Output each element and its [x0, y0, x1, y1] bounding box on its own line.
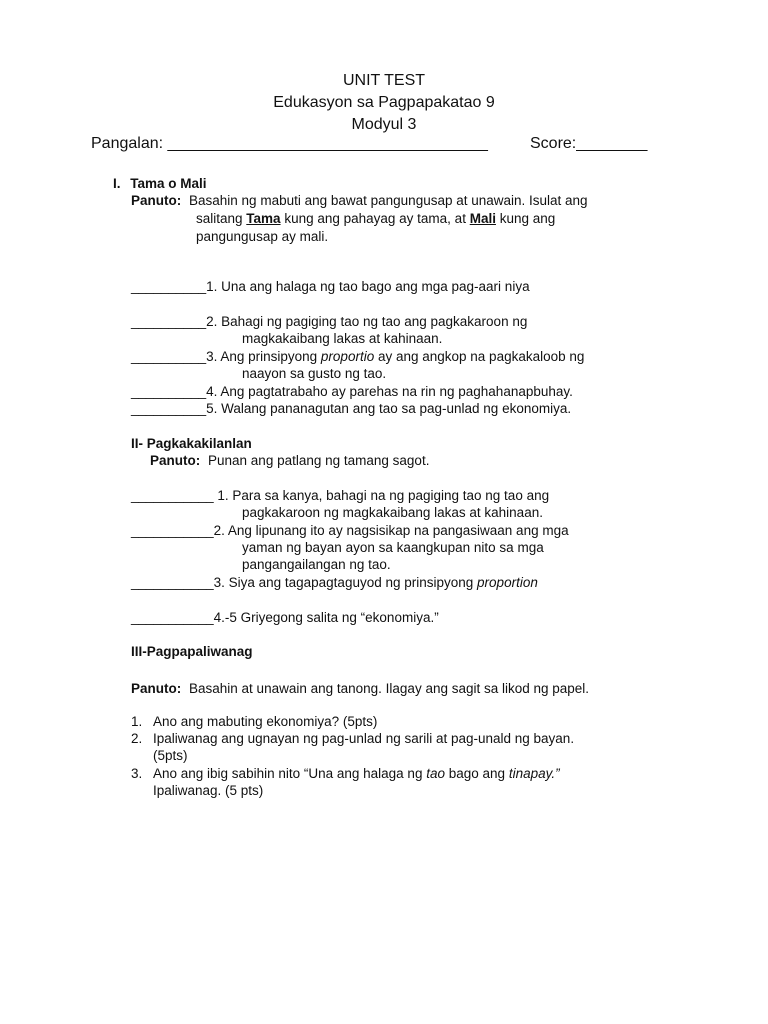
- part3-instr-text: Basahin at unawain ang tanong. Ilagay ang sagit sa likod ng papel.: [189, 681, 590, 696]
- part2-item-2: ___________2. Ang lipunang ito ay nagsisikap na pangasiwaan ang mga: [131, 523, 569, 538]
- part2-item-4: ___________4.-5 Griyegong salita ng “ekonomiya.”: [131, 610, 439, 625]
- part1-heading: [113, 175, 207, 192]
- part3-q2: Ipaliwanag ang ugnayan ng pag-unlad ng sarili at pag-unald ng bayan.: [153, 731, 575, 746]
- part1-number: I.: [113, 176, 121, 191]
- part3-title: III-Pagpapaliwanag: [131, 644, 253, 659]
- part3-panuto-label: Panuto:: [131, 681, 182, 696]
- italic-term: proportio: [320, 349, 375, 364]
- part1-instruction-line1: [131, 192, 588, 209]
- part2-item-3: [131, 574, 538, 591]
- part3-heading: [131, 643, 253, 660]
- part1-panuto-label: Panuto:: [131, 193, 182, 208]
- item-text: ___________3. Siya ang tagapagtaguyod ng prinsipyong: [131, 575, 478, 590]
- module-title: Modyul 3: [351, 116, 417, 133]
- part2-panuto-label: Panuto:: [150, 453, 201, 468]
- part3-q3-cont: Ipaliwanag. (5 pts): [153, 783, 264, 798]
- part3-q2-cont: (5pts): [153, 748, 188, 763]
- part1-item-2: __________2. Bahagi ng pagiging tao ng tao ang pagkakaroon ng: [131, 314, 528, 329]
- part1-instr-text1: Basahin ng mabuti ang bawat pangungusap at unawain. Isulat ang: [189, 193, 588, 208]
- part2-instr-text: Punan ang patlang ng tamang sagot.: [208, 453, 430, 468]
- part3-q3: [153, 765, 560, 782]
- q3-text: Ano ang ibig sabihin nito “Una ang halaga ng: [153, 766, 427, 781]
- part1-instruction-line3: pangungusap ay mali.: [196, 229, 329, 244]
- part1-item-3: [131, 348, 584, 365]
- part1-title: Tama o Mali: [130, 176, 207, 191]
- part3-q1-number: 1.: [131, 714, 143, 729]
- part3-instruction: [131, 680, 589, 697]
- mali-keyword: Mali: [469, 211, 496, 226]
- subject-title: Edukasyon sa Pagpapakatao 9: [273, 94, 495, 111]
- tama-keyword: Tama: [246, 211, 281, 226]
- instr-text: salitang: [196, 211, 247, 226]
- part3-q1: Ano ang mabuting ekonomiya? (5pts): [153, 714, 378, 729]
- part2-item-1: ___________ 1. Para sa kanya, bahagi na ng pagiging tao ng tao ang: [131, 488, 550, 503]
- part1-item-1: __________1. Una ang halaga ng tao bago ang mga pag-aari niya: [131, 279, 530, 294]
- part1-item-2-cont: magkakaibang lakas at kahinaan.: [242, 331, 443, 346]
- part2-heading: [131, 435, 252, 452]
- part2-title: II- Pagkakakilanlan: [131, 436, 252, 451]
- item-text: __________3. Ang prinsipyong: [131, 349, 321, 364]
- test-title: UNIT TEST: [342, 72, 426, 89]
- name-field-label: Pangalan: ____________________________________: [91, 135, 488, 152]
- q3-text: bago ang: [445, 766, 509, 781]
- item-text: ay ang angkop na pagkakaloob ng: [374, 349, 585, 364]
- part1-item-3-cont: naayon sa gusto ng tao.: [242, 366, 387, 381]
- instr-text: kung ang pahayag ay tama, at: [280, 211, 470, 226]
- part2-instruction: [150, 452, 429, 469]
- part1-instruction-line2: [196, 210, 555, 227]
- part2-item-1-cont: pagkakaroon ng magkakaibang lakas at kahinaan.: [242, 505, 543, 520]
- part2-item-2-cont1: yaman ng bayan ayon sa kaangkupan nito sa mga: [242, 540, 544, 555]
- part2-item-2-cont2: pangangailangan ng tao.: [242, 557, 391, 572]
- instr-text: kung ang: [495, 211, 556, 226]
- italic-term: tinapay.”: [508, 766, 560, 781]
- italic-term: proportion: [477, 575, 538, 590]
- score-field-label: Score:________: [530, 135, 648, 152]
- part3-q2-number: 2.: [131, 731, 143, 746]
- part3-q3-number: 3.: [131, 766, 143, 781]
- part1-item-5: __________5. Walang pananagutan ang tao sa pag-unlad ng ekonomiya.: [131, 401, 572, 416]
- part1-item-4: __________4. Ang pagtatrabaho ay parehas na rin ng paghahanapbuhay.: [131, 384, 573, 399]
- italic-term: tao: [426, 766, 445, 781]
